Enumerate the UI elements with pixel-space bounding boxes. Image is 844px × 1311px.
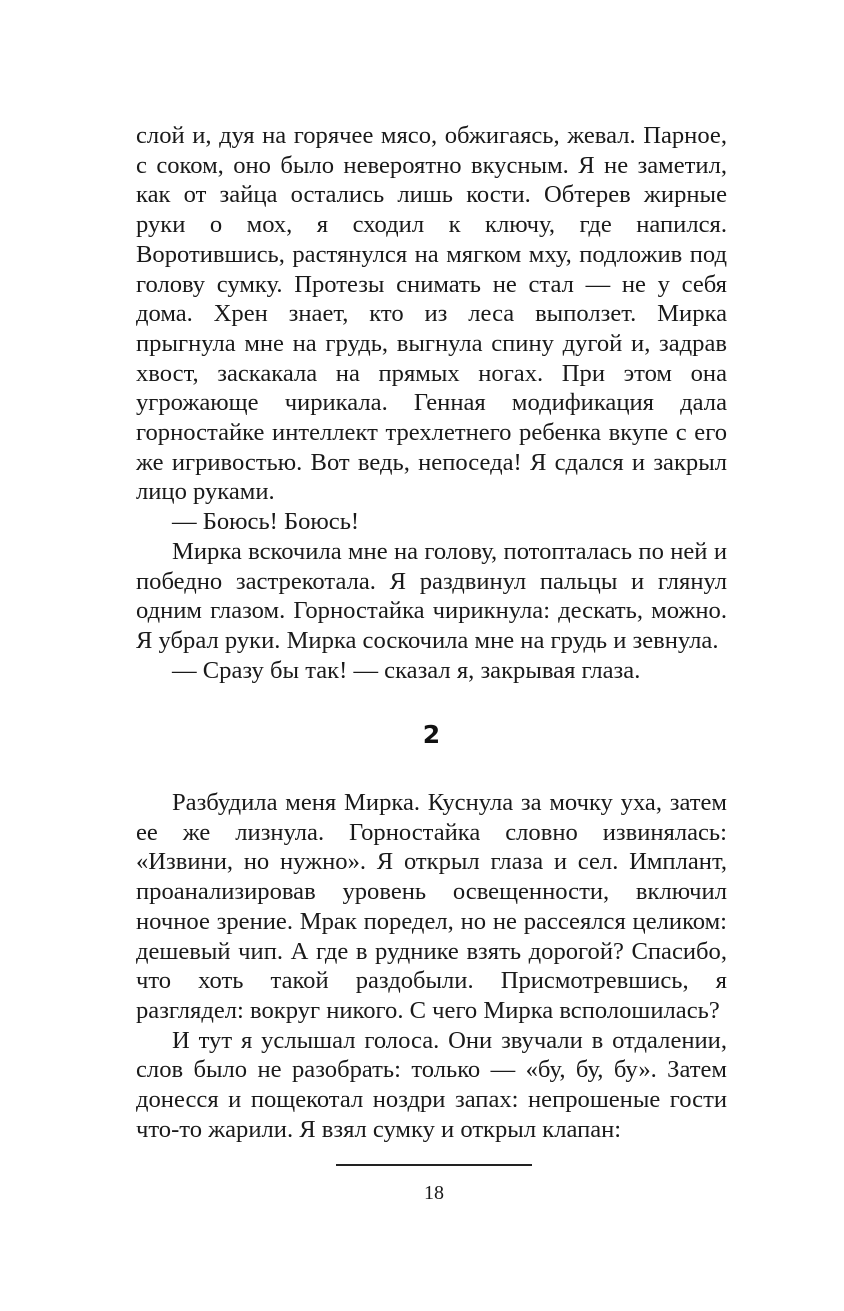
- dialogue-line: — Сразу бы так! — сказал я, закрывая глаза.: [172, 656, 641, 684]
- dialogue-line: — Боюсь! Боюсь!: [172, 508, 360, 536]
- chapter-body: [136, 788, 727, 1144]
- page-text-top: [136, 121, 727, 685]
- paragraph: И тут я услышал голоса. Они звучали в отдалении, слов было не разобрать: только — «бу, бу, бу». Затем донесся и пощекотал ноздри запах: непрошеные гости что-то жарили. Я взял сумку и открыл клапан:: [136, 1026, 727, 1143]
- paragraph: Мирка вскочила мне на голову, потопталась по ней и победно застрекотала. Я раздвинул пальцы и глянул одним глазом. Горностайка чирикнула: дескать, можно. Я убрал руки. Мирка соскочила мне на грудь и зевнула.: [136, 537, 727, 654]
- paragraph: слой и, дуя на горячее мясо, обжигаясь, жевал. Парное, с соком, оно было невероятно вкусным. Я не заметил, как от зайца остались лишь кости. Обтерев жирные руки о мох, я сходил к ключу, где напился. Воротившись, растянулся на мягком мху, подложив под голову сумку. Протезы снимать не стал — не у себя дома. Хрен знает, кто из леса выползет. Мирка прыгнула мне на грудь, выгнула спину дугой и, задрав хвост, заскакала на прямых ногах. При этом она угрожающе чирикала. Генная модификация дала горностайке интеллект трехлетнего ребенка вкупе с его же игривостью. Вот ведь, непоседа! Я сдался и закрыл лицо руками.: [136, 122, 727, 506]
- section-before: [136, 121, 727, 685]
- paragraph: Разбудила меня Мирка. Куснула за мочку уха, затем ее же лизнула. Горностайка словно извинялась: «Извини, но нужно». Я открыл глаза и сел. Имплант, проанализировав уровень освещенности, включил ночное зрение. Мрак поредел, но не рассеялся целиком: дешевый чип. А где в руднике взять дорогой? Спасибо, что хоть такой раздобыли. Присмотревшись, я разглядел: вокруг никого. С чего Мирка всполошилась?: [136, 789, 727, 1024]
- chapter-number: 2: [422, 720, 441, 749]
- page-number: 18: [424, 1182, 444, 1204]
- footer-divider: [336, 1164, 532, 1166]
